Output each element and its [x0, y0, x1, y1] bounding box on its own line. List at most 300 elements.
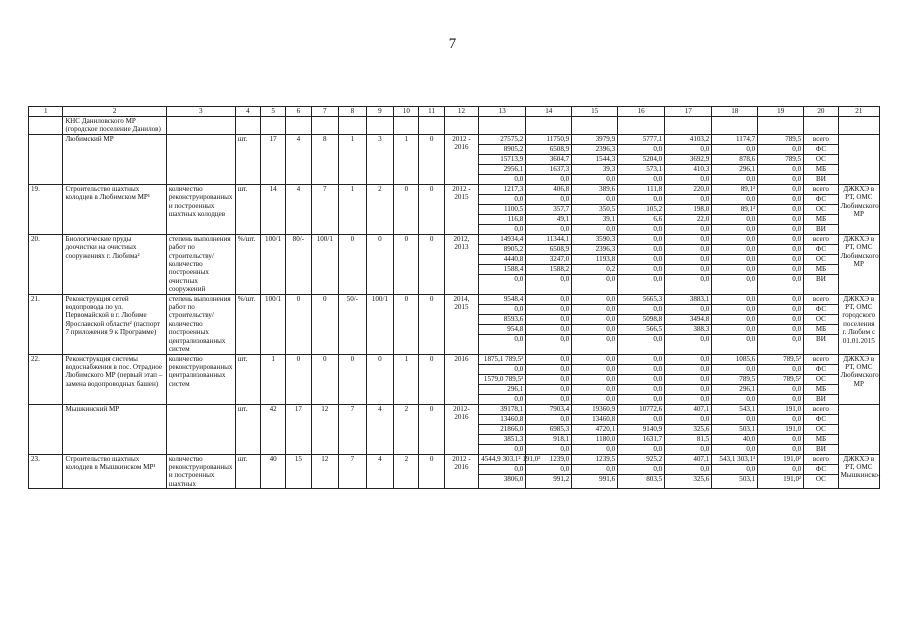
finance-subtable: [804, 405, 837, 454]
finance-line: [526, 374, 571, 384]
finance-value: 3851,3: [479, 434, 525, 444]
finance-subtable: [665, 455, 711, 484]
finance-value: 0,0: [700, 224, 710, 233]
finance-value: 357,7: [526, 204, 571, 214]
finance-subtable: [572, 235, 617, 284]
finance-value: 0,0: [526, 324, 571, 334]
finance-line: [479, 224, 525, 234]
finance-value: 0,0: [665, 374, 711, 384]
row-value: 0: [419, 354, 444, 404]
finance-line: [618, 364, 664, 374]
finance-value: 0,0: [758, 295, 803, 305]
finance-value: 0,0: [572, 314, 617, 324]
row-value: 1: [394, 134, 419, 184]
finance-value: 918,1: [526, 434, 571, 444]
finance-subtable: [665, 405, 711, 454]
finance-line: [479, 264, 525, 274]
finance-subtable: [804, 455, 837, 484]
finance-line: [665, 135, 711, 145]
finance-value: 0,0: [712, 464, 757, 474]
finance-cell: [479, 454, 541, 489]
finance-line: [572, 214, 617, 224]
finance-line: [526, 235, 571, 245]
finance-line: [618, 185, 664, 195]
source-label: ФС: [804, 414, 837, 424]
finance-value: 789,5²: [758, 355, 803, 365]
finance-value: 49,1: [526, 214, 571, 224]
finance-value: 1217,3: [479, 185, 525, 195]
finance-line: [758, 424, 803, 434]
finance-value: 0,0: [758, 384, 803, 394]
row-value: 0: [311, 294, 339, 354]
finance-value: 0,0: [653, 274, 663, 283]
finance-line: [526, 214, 571, 224]
finance-value: 325,6: [693, 474, 710, 483]
finance-value: 11750,9: [526, 135, 571, 145]
finance-value: 0,0: [526, 464, 571, 474]
finance-value: 0,0: [526, 314, 571, 324]
finance-line: [479, 414, 525, 424]
finance-line: [479, 295, 525, 305]
row-value: 0: [394, 234, 419, 294]
finance-line: [526, 334, 571, 344]
finance-value: 8905,2: [479, 244, 525, 254]
finance-subtable: [572, 355, 617, 404]
header-cell: 12: [444, 107, 478, 117]
row-value: 100/1: [260, 234, 285, 294]
finance-line: [572, 254, 617, 264]
finance-value: 2956,1: [479, 164, 525, 174]
finance-line: [526, 185, 571, 195]
finance-value: 325,6: [665, 424, 711, 434]
finance-value: 410,3: [665, 164, 711, 174]
finance-value: 8593,6: [479, 314, 525, 324]
finance-cell: [712, 294, 758, 354]
finance-line: [804, 204, 837, 214]
finance-line: [804, 394, 837, 404]
finance-subtable: [665, 235, 711, 284]
finance-line: [479, 154, 525, 164]
finance-value: 0,0: [792, 174, 802, 183]
finance-value: 0,0: [712, 324, 757, 334]
finance-line: [526, 274, 571, 284]
finance-value: 0,0: [758, 214, 803, 224]
finance-line: [665, 324, 711, 334]
finance-value: 543,1: [712, 405, 757, 415]
finance-line: [804, 135, 837, 145]
finance-value: 0,0: [572, 355, 617, 365]
finance-line: [758, 374, 803, 384]
finance-value: 1631,7: [618, 434, 664, 444]
finance-cell: [526, 354, 572, 404]
finance-line: [618, 324, 664, 334]
finance-cell: [618, 354, 665, 404]
finance-subtable: [804, 135, 837, 184]
finance-value: 8905,2: [479, 144, 525, 154]
finance-line: [665, 185, 711, 195]
finance-value: 0,0: [653, 334, 663, 343]
finance-value: 0,0: [560, 394, 570, 403]
finance-line: [665, 474, 711, 484]
source-label: ОС: [804, 314, 837, 324]
finance-line: [804, 314, 837, 324]
row-value: [419, 117, 444, 135]
finance-line: [665, 314, 711, 324]
finance-value: 3883,1: [665, 295, 711, 305]
finance-value: 0,0: [618, 374, 664, 384]
finance-line: [804, 185, 837, 195]
finance-line: [712, 434, 757, 444]
finance-value: 15713,9: [479, 154, 525, 164]
finance-line: [758, 355, 803, 365]
source-label: ВИ: [815, 444, 826, 453]
finance-value: 0,0: [560, 174, 570, 183]
row-value: [286, 117, 311, 135]
header-cell: 16: [618, 107, 665, 117]
finance-subtable: [526, 405, 571, 454]
finance-line: [804, 414, 837, 424]
finance-line: [572, 174, 617, 184]
finance-subtable: [479, 235, 525, 284]
finance-subtable: [758, 135, 803, 184]
finance-value: 1239,5: [572, 455, 617, 465]
finance-line: [758, 474, 803, 484]
finance-line: [712, 455, 757, 465]
source-label: ВИ: [815, 334, 826, 343]
finance-line: [665, 274, 711, 284]
row-value: 2: [394, 404, 419, 454]
finance-value: 0,0: [479, 194, 525, 204]
finance-line: [712, 214, 757, 224]
header-cell: 17: [665, 107, 712, 117]
row-unit: [235, 117, 260, 135]
finance-line: [479, 394, 525, 404]
row-name: Реконструкция сетей водопровода по ул. Первомайской в г. Любиме Ярославской области² (паспорт 7 приложения 9 к Программе): [63, 294, 166, 354]
finance-line: [618, 334, 664, 344]
finance-line: [479, 144, 525, 154]
finance-line: [618, 384, 664, 394]
finance-subtable: [804, 355, 837, 404]
finance-cell: [758, 404, 804, 454]
finance-line: [758, 314, 803, 324]
finance-line: [479, 324, 525, 334]
table-row: [29, 404, 880, 454]
finance-line: [572, 164, 617, 174]
finance-line: [572, 194, 617, 204]
finance-value: 1544,3: [572, 154, 617, 164]
finance-value: 0,0: [758, 194, 803, 204]
finance-line: [712, 274, 757, 284]
finance-value: 4720,1: [572, 424, 617, 434]
finance-line: [804, 264, 837, 274]
finance-line: [572, 324, 617, 334]
finance-value: 1875,1 789,5²: [479, 355, 525, 365]
finance-line: [479, 434, 525, 444]
table-row: [29, 117, 880, 135]
finance-line: [758, 364, 803, 374]
finance-line: [572, 355, 617, 365]
finance-subtable: [479, 405, 525, 454]
finance-value: 0,0: [746, 394, 756, 403]
finance-line: [758, 174, 803, 184]
source-label: ОС: [804, 204, 837, 214]
finance-line: [804, 355, 837, 365]
finance-line: [758, 434, 803, 444]
finance-line: [572, 274, 617, 284]
source-label: ВИ: [815, 274, 826, 283]
finance-subtable: [526, 355, 571, 404]
finance-line: [758, 334, 803, 344]
finance-subtable: [479, 454, 541, 484]
finance-subtable: [526, 135, 571, 184]
row-name: Строительство шахтных колодцев в Мышкинском МР¹: [63, 454, 166, 489]
finance-value: 0,0: [665, 364, 711, 374]
row-number: 20.: [29, 234, 63, 294]
finance-value: 0,0: [758, 304, 803, 314]
finance-value: 789,5: [758, 135, 803, 145]
row-name: Любимский МР: [63, 134, 166, 184]
source-label: ОС: [804, 424, 837, 434]
finance-value: 4544,9 303,1² 191,0²: [481, 454, 541, 463]
finance-cell: [479, 134, 526, 184]
finance-value: 3494,8: [665, 314, 711, 324]
finance-line: [618, 224, 664, 234]
row-value: [260, 117, 285, 135]
finance-value: 0,0: [758, 235, 803, 245]
finance-value: 0,0: [606, 224, 616, 233]
finance-value: 27575,2: [479, 135, 525, 145]
finance-line: [572, 405, 617, 415]
finance-cell: [618, 234, 665, 294]
source-cell: [804, 454, 838, 489]
header-cell: 14: [526, 107, 572, 117]
row-unit: шт.: [235, 184, 260, 234]
finance-value: 1174,7: [712, 135, 757, 145]
finance-line: [479, 135, 525, 145]
finance-cell: [665, 234, 712, 294]
finance-subtable: [479, 295, 525, 344]
row-name: Мышкинский МР: [63, 404, 166, 454]
row-value: [311, 117, 339, 135]
finance-line: [572, 244, 617, 254]
finance-line: [618, 424, 664, 434]
row-value: 0: [419, 294, 444, 354]
row-value: 4: [366, 454, 394, 489]
finance-line: [804, 164, 837, 174]
finance-value: 22,0: [665, 214, 711, 224]
finance-line: [572, 185, 617, 195]
finance-value: 13460,8: [479, 414, 525, 424]
finance-cell: [479, 234, 526, 294]
finance-line: [618, 374, 664, 384]
finance-value: 0,0: [618, 384, 664, 394]
program-table: [28, 106, 880, 489]
finance-value: 0,0: [560, 274, 570, 283]
finance-subtable: [572, 455, 617, 484]
finance-cell: [572, 134, 618, 184]
finance-value: 0,0: [526, 384, 571, 394]
finance-value: 0,0: [526, 295, 571, 305]
finance-line: [526, 324, 571, 334]
finance-value: 0,0: [758, 314, 803, 324]
row-indicator: степень выполнения работ по строительству/ количество построенных очистных сооружений: [166, 234, 235, 294]
finance-line: [526, 434, 571, 444]
header-cell: 4: [235, 107, 260, 117]
finance-value: 1100,5: [479, 204, 525, 214]
row-value: 8: [311, 134, 339, 184]
header-cell: 7: [311, 107, 339, 117]
source-label: всего: [804, 405, 837, 415]
finance-cell: [665, 184, 712, 234]
finance-value: 0,0: [665, 194, 711, 204]
finance-line: [526, 394, 571, 404]
finance-line: [526, 174, 571, 184]
finance-value: 1085,6: [712, 355, 757, 365]
finance-line: [804, 334, 837, 344]
finance-cell: [758, 184, 804, 234]
finance-line: [758, 254, 803, 264]
finance-line: [479, 185, 525, 195]
finance-value: 296,1: [712, 384, 757, 394]
finance-value: 350,5: [572, 204, 617, 214]
finance-value: 3806,0: [503, 474, 524, 483]
finance-value: 0,0: [700, 334, 710, 343]
finance-line: [665, 144, 711, 154]
finance-value: 0,0: [526, 304, 571, 314]
finance-line: [804, 214, 837, 224]
finance-value: 0,0: [618, 304, 664, 314]
row-value: 80/-: [286, 234, 311, 294]
row-value: 3: [366, 134, 394, 184]
finance-line: [618, 135, 664, 145]
finance-value: 0,0: [665, 304, 711, 314]
finance-line: [804, 455, 837, 465]
finance-subtable: [712, 135, 757, 184]
finance-line: [804, 405, 837, 415]
finance-line: [804, 424, 837, 434]
finance-value: 0,0: [572, 324, 617, 334]
finance-subtable: [665, 295, 711, 344]
finance-value: 0,0: [572, 384, 617, 394]
source-label: всего: [804, 185, 837, 195]
finance-line: [712, 364, 757, 374]
finance-value: 0,0: [618, 194, 664, 204]
finance-line: [479, 235, 525, 245]
finance-cell: [758, 117, 804, 135]
finance-value: 0,0: [758, 144, 803, 154]
finance-cell: [758, 294, 804, 354]
finance-line: [804, 444, 837, 454]
finance-value: 0,0: [758, 464, 803, 474]
finance-line: [479, 304, 525, 314]
finance-line: [758, 464, 803, 474]
finance-line: [618, 214, 664, 224]
finance-line: [572, 154, 617, 164]
finance-value: 0,0: [606, 444, 616, 453]
finance-subtable: [618, 355, 664, 404]
finance-subtable: [479, 185, 525, 234]
finance-value: 503,1: [712, 424, 757, 434]
header-cell: 19: [758, 107, 804, 117]
finance-line: [804, 304, 837, 314]
finance-line: [665, 464, 711, 474]
finance-cell: [665, 354, 712, 404]
row-value: 0: [419, 454, 444, 489]
source-label: ВИ: [815, 394, 826, 403]
finance-line: [665, 434, 711, 444]
finance-line: [712, 405, 757, 415]
finance-line: [618, 264, 664, 274]
finance-line: [712, 394, 757, 404]
finance-subtable: [712, 405, 757, 454]
finance-value: 6508,9: [526, 144, 571, 154]
finance-line: [479, 164, 525, 174]
finance-subtable: [758, 355, 803, 404]
row-indicator: [166, 134, 235, 184]
finance-subtable: [618, 455, 664, 484]
finance-line: [712, 334, 757, 344]
finance-cell: [479, 294, 526, 354]
header-cell: 2: [63, 107, 166, 117]
finance-line: [712, 264, 757, 274]
row-number: [29, 117, 63, 135]
finance-value: 6,6: [618, 214, 664, 224]
row-indicator: [166, 404, 235, 454]
finance-line: [572, 364, 617, 374]
finance-subtable: [665, 135, 711, 184]
finance-value: 407,1: [665, 405, 711, 415]
finance-value: 0,0: [560, 224, 570, 233]
finance-line: [572, 455, 617, 465]
finance-value: 0,0: [746, 174, 756, 183]
finance-line: [618, 295, 664, 305]
finance-line: [526, 144, 571, 154]
header-row: [29, 107, 880, 117]
finance-value: 0,0: [665, 464, 711, 474]
finance-cell: [572, 404, 618, 454]
header-cell: 18: [712, 107, 758, 117]
header-cell: 5: [260, 107, 285, 117]
finance-line: [758, 414, 803, 424]
row-name: Биологические пруды доочистки на очистных сооружениях г. Любима²: [63, 234, 166, 294]
finance-value: 2396,3: [572, 144, 617, 154]
finance-value: 991,2: [553, 474, 570, 483]
row-value: 50/-: [339, 294, 367, 354]
header-cell: 15: [572, 107, 618, 117]
finance-line: [479, 194, 525, 204]
finance-line: [526, 464, 571, 474]
finance-line: [479, 474, 525, 484]
header-cell: 1: [29, 107, 63, 117]
finance-line: [526, 154, 571, 164]
finance-line: [665, 414, 711, 424]
row-value: 100/1: [366, 294, 394, 354]
row-name: КНС Даниловского МР (городское поселение Данилов): [63, 117, 166, 135]
row-value: 0: [394, 184, 419, 234]
row-value: 0: [419, 234, 444, 294]
finance-subtable: [804, 185, 837, 234]
finance-value: 1637,3: [526, 164, 571, 174]
finance-line: [479, 244, 525, 254]
finance-line: [618, 455, 664, 465]
finance-value: 0,0: [746, 224, 756, 233]
finance-value: 0,0: [572, 374, 617, 384]
finance-line: [618, 235, 664, 245]
finance-value: 220,0: [665, 185, 711, 195]
finance-line: [758, 194, 803, 204]
header-cell: 10: [394, 107, 419, 117]
row-number: 23.: [29, 454, 63, 489]
